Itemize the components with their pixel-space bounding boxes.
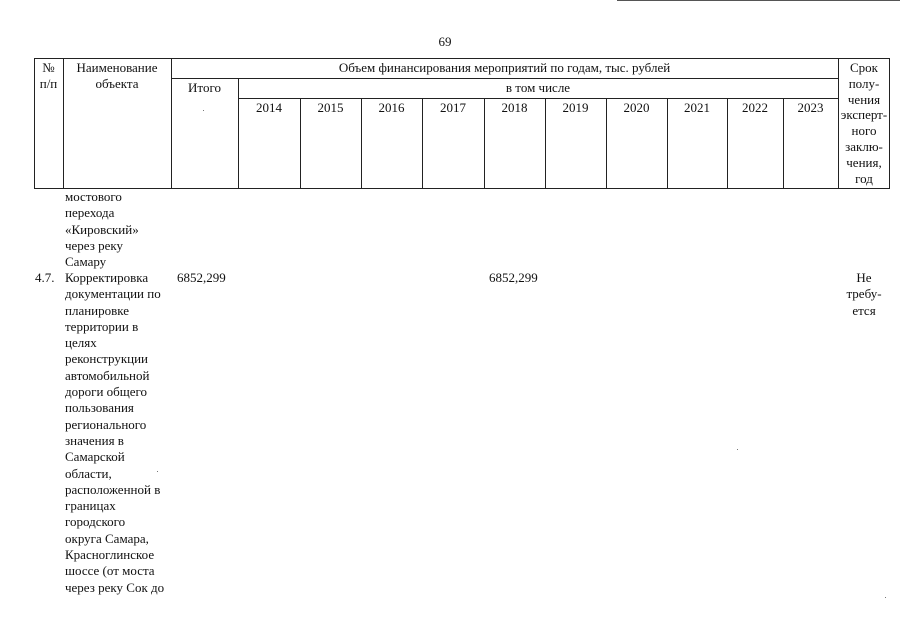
header-year-2023: 2023 — [797, 100, 824, 115]
header-object-name: Наименование объекта — [76, 60, 158, 91]
scan-speck — [157, 471, 158, 472]
header-total: Итого — [188, 80, 221, 95]
header-number: № п/п — [39, 60, 58, 91]
header-year-2019: 2019 — [562, 100, 589, 115]
header-year-2021: 2021 — [684, 100, 710, 115]
header-rule — [617, 0, 900, 1]
row-value-2018: 6852,299 — [489, 270, 538, 285]
header-year-2014: 2014 — [256, 100, 282, 115]
header-deadline: Срок полу- чения эксперт- ного заклю- чения, год — [840, 60, 888, 186]
scan-speck — [737, 449, 738, 450]
header-funding-title: Объем финансирования мероприятий по годам, тыс. рублей — [338, 60, 671, 75]
header-year-2018: 2018 — [501, 100, 528, 115]
header-including: в том числе — [505, 80, 571, 95]
header-year-2022: 2022 — [742, 100, 768, 115]
scan-speck — [203, 110, 204, 111]
header-year-2020: 2020 — [623, 100, 650, 115]
scan-speck — [885, 597, 886, 598]
row-number: 4.7. — [35, 270, 55, 285]
page-number: 69 — [438, 34, 452, 49]
row-total: 6852,299 — [177, 270, 226, 285]
header-year-2017: 2017 — [440, 100, 466, 115]
header-year-2016: 2016 — [378, 100, 405, 115]
header-year-2015: 2015 — [317, 100, 344, 115]
continued-object-name: мостового перехода «Кировский» через реку Самару — [65, 189, 139, 270]
row-deadline: Не требу- ется — [846, 270, 882, 318]
row-object-name: Корректировка документации по планировке территории в целях реконструкции автомобильной дороги общего пользования регионального значения в Самарской области, расположенной в границах городского округа Самара, Красноглинское шоссе (от моста через реку Сок до — [65, 270, 165, 595]
